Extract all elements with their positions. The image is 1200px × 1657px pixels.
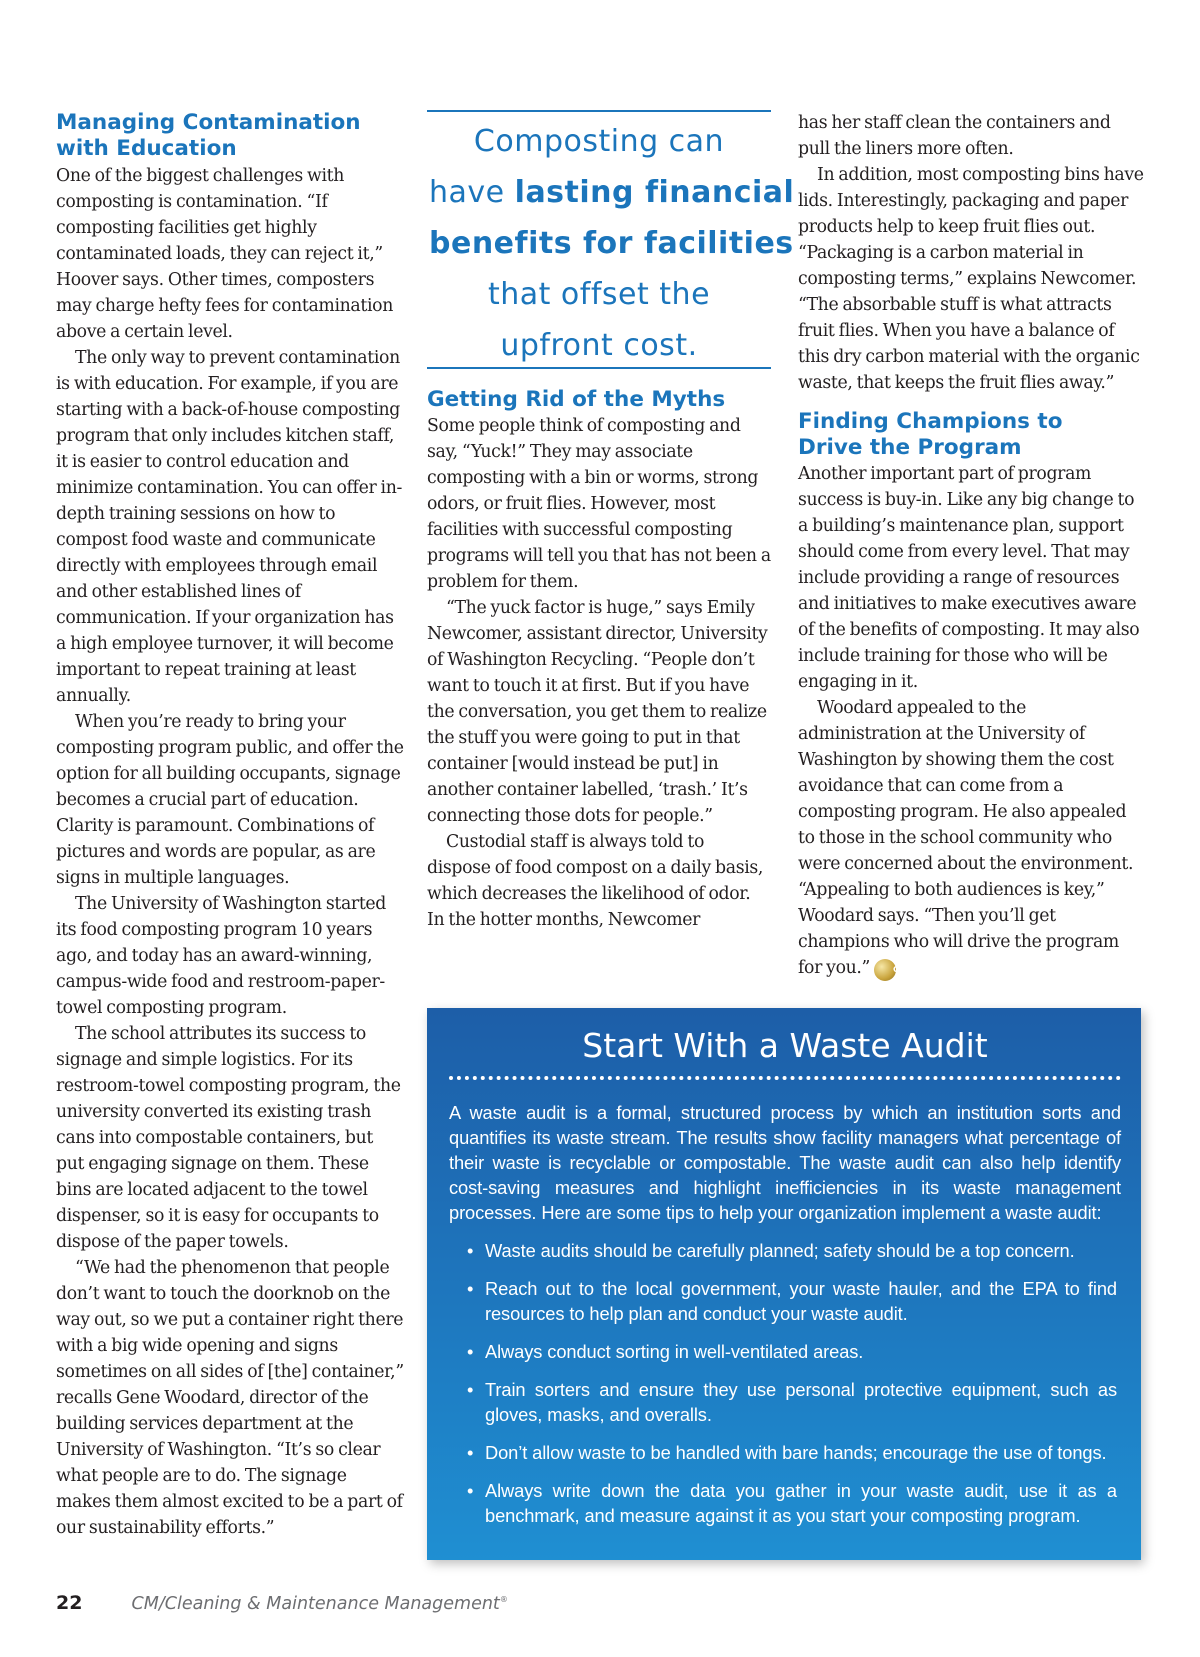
paragraph: The only way to prevent contamination is with education. For example, if you are starting with a back-of-house composting program that only includes kitchen staff, it is easier to control education and minimize contamination. You can offer in-depth training sessions on how to compost food waste and communicate directly with employees through email and other established lines of communication. If your organization has a high employee turnover, it will become important to repeat training at least annually. [56,348,402,706]
paragraph: One of the biggest challenges with composting is contamination. “If composting facilities get highly contaminated loads, they can reject it,” Hoover says. Other times, composters may charge hefty fees for contamination above a certain level. [56,166,393,342]
paragraph: The University of Washington started its food composting program 10 years ago, and today has an award-winning, campus-wide food and restroom-paper-towel composting program. [56,894,387,1018]
heading-line: Finding Champions to [798,409,1063,434]
paragraph: “The yuck factor is huge,” says Emily Newcomer, assistant director, University of Washington Recycling. “People don’t want to touch it at first. But if you have the conversation, you get them to realize the stuff you were going to put in that container [would instead be put] in another container labelled, ‘trash.’ It’s connecting those dots for people.” [427,598,768,826]
sidebar-title: Start With a Waste Audit [582,1026,988,1065]
column-left [56,110,404,1541]
pull-quote-line: upfront cost. [500,328,698,363]
page-footer [56,1592,508,1618]
pull-quote [427,110,795,369]
waste-audit-sidebar [427,1008,1141,1560]
tip-item: • Always write down the data you gather in your waste audit, use it as a benchmark, and measure against it as you start your composting program. [467,1478,1117,1528]
tip-item: • Don’t allow waste to be handled with bare hands; encourage the use of tongs. [467,1440,1117,1465]
pull-quote-fragment: have [429,175,515,210]
heading-line: Drive the Program [798,435,1022,460]
tips-list [449,1238,1121,1528]
page-number: 22 [56,1592,83,1614]
cm-end-mark-icon: CM [874,959,896,981]
heading-line: with Education [56,136,237,161]
paragraph: When you’re ready to bring your composting program public, and offer the option for all building occupants, signage becomes a crucial part of education. Clarity is paramount. Combinations of pictures and words are popular, as are signs in multiple languages. [56,712,404,888]
paragraph: “We had the phenomenon that people don’t want to touch the doorknob on the way out, so we put a container right there with a big wide opening and signs sometimes on all sides of [the] container,” recalls Gene Woodard, director of the building services department at the University of Washington. “It’s so clear what people are to do. The signage makes them almost excited to be a part of our sustainability efforts.” [56,1258,404,1538]
article-body [56,163,404,1541]
registered-mark: ® [499,1595,508,1605]
sidebar-intro: A waste audit is a formal, structured process by which an institution sorts and quantifies its waste stream. The results show facility managers what percentage of their waste is recyclable or compostable. The waste audit can also help identify cost-saving measures and highlight inefficiencies in its waste management processes. Here are some tips to help your organization implement a waste audit: [449,1102,1121,1223]
paragraph [798,695,1146,981]
tip-item: • Always conduct sorting in well-ventilated areas. [467,1339,1117,1364]
pull-quote-line [429,218,794,269]
column-middle [427,110,795,933]
section-heading-champions [798,409,1146,461]
article-body [798,461,1146,981]
publication-title: CM/Cleaning & Maintenance Management [131,1594,500,1614]
heading-line: Managing Contamination [56,110,361,135]
tip-item: • Waste audits should be carefully planned; safety should be a top concern. [467,1238,1117,1263]
article-body [798,110,1146,396]
paragraph: has her staff clean the containers and pull the liners more often. [798,113,1111,159]
section-heading-contamination [56,110,404,162]
paragraph: Another important part of program success is buy-in. Like any big change to a building’s maintenance plan, support should come from every level. That may include providing a range of resources and initiatives to make executives aware of the benefits of composting. It may also include training for those who will be engaging in it. [798,464,1140,692]
paragraph-text: Woodard appealed to the administration at the University of Washington by showing them the cost avoidance that can come from a composting program. He also appealed to those in the school community who were concerned about the environment. “Appealing to both audiences is key,” Woodard says. “Then you’ll get champions who will drive the program for you.” [798,698,1134,978]
section-champions [798,409,1146,981]
pull-quote-line: Composting can [473,124,725,159]
section-heading-myths: Getting Rid of the Myths [427,387,726,412]
pull-quote-line: that offset the [487,277,711,312]
paragraph: Custodial staff is always told to dispose of food compost on a daily basis, which decreases the likelihood of odor. In the hotter months, Newcomer [427,832,764,930]
paragraph: In addition, most composting bins have lids. Interestingly, packaging and paper products help to keep fruit flies out. “Packaging is a carbon material in composting terms,” explains Newcomer. “The absorbable stuff is what attracts fruit flies. When you have a balance of this dry carbon material with the organic waste, that keeps the fruit flies away.” [798,165,1144,393]
tip-item: • Train sorters and ensure they use personal protective equipment, such as gloves, masks, and overalls. [467,1377,1117,1427]
pull-quote-line [429,167,795,218]
pull-quote-emphasis: lasting financial [514,175,795,210]
publication-name [132,1594,508,1614]
paragraph: The school attributes its success to signage and simple logistics. For its restroom-towel composting program, the university converted its existing trash cans into compostable containers, but put engaging signage on them. These bins are located adjacent to the towel dispenser, so it is easy for occupants to dispose of the paper towels. [56,1024,401,1252]
dotted-divider [449,1076,1121,1080]
paragraph: Some people think of composting and say, “Yuck!” They may associate composting with a bin or worms, strong odors, or fruit flies. However, most facilities with successful composting programs will tell you that has not been a problem for them. [427,416,771,592]
pull-quote-emphasis: benefits for facilities [429,226,794,261]
article-body [427,413,771,933]
tip-item: • Reach out to the local government, your waste hauler, and the EPA to find resources to help plan and conduct your waste audit. [467,1276,1117,1326]
column-right [798,110,1146,981]
